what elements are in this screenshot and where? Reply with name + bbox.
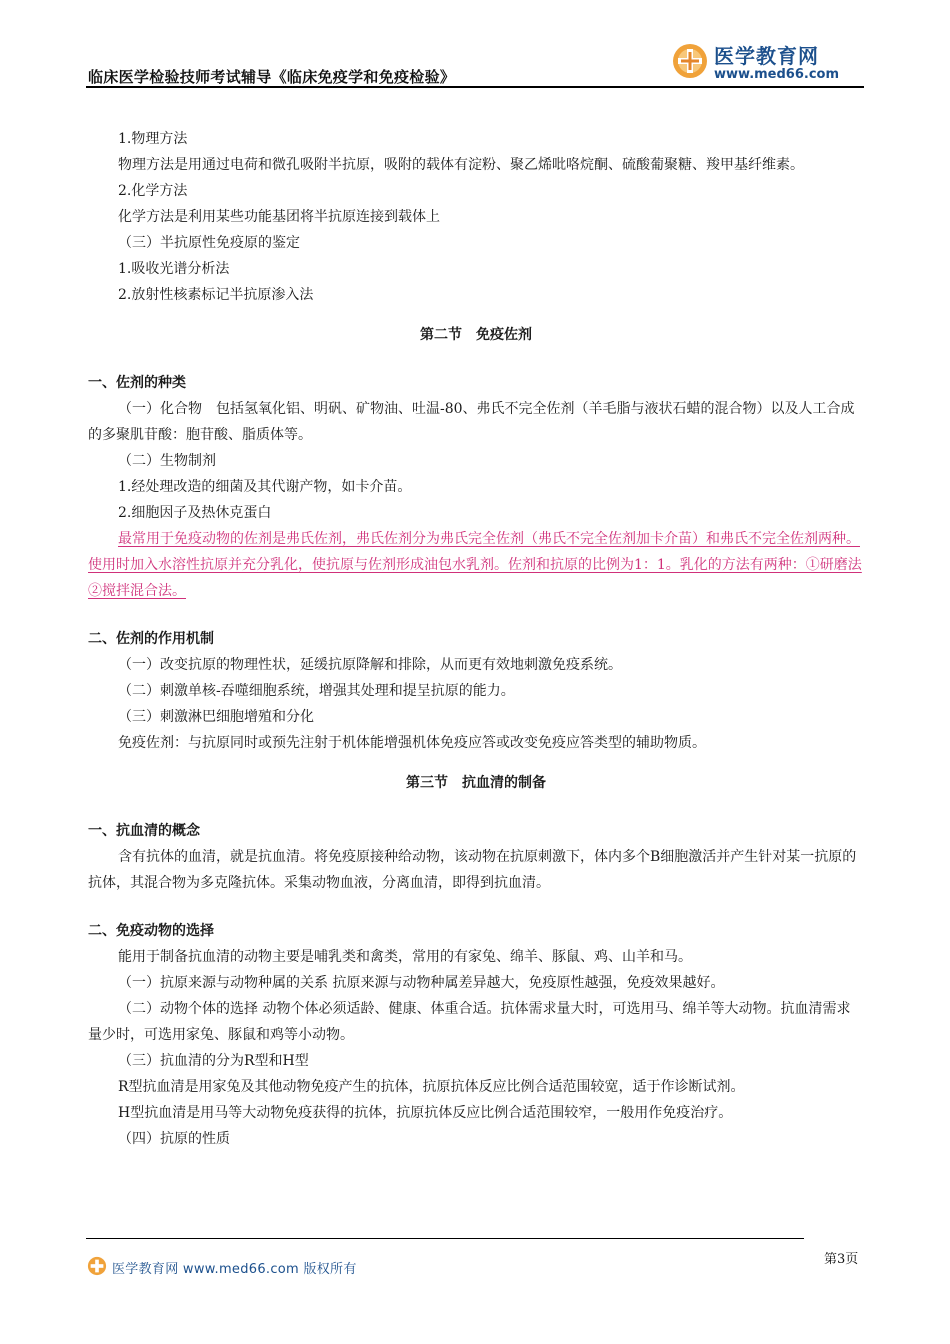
footer-copyright[interactable]: 医学教育网 www.med66.com 版权所有	[112, 1262, 357, 1277]
paragraph: 2.放射性核素标记半抗原渗入法	[118, 287, 314, 303]
paragraph: （二）生物制剂	[118, 453, 216, 469]
logo-url[interactable]: www.med66.com	[714, 67, 840, 82]
site-logo[interactable]	[672, 40, 862, 84]
subsection-heading: 一、佐剂的种类	[88, 375, 186, 391]
subsection-heading: 一、抗血清的概念	[88, 823, 200, 839]
paragraph: （一）化合物 包括氢氧化铝、明矾、矿物油、吐温-80、弗氏不完全佐剂（羊毛脂与液状石蜡的混合物）以及人工合成的多聚肌苷酸：胞苷酸、脂质体等。	[88, 401, 855, 443]
section-title: 第二节 免疫佐剂	[420, 327, 532, 343]
paragraph: 1.吸收光谱分析法	[118, 261, 230, 277]
page-number: 第3页	[824, 1252, 859, 1267]
paragraph: 免疫佐剂：与抗原同时或预先注射于机体能增强机体免疫应答或改变免疫应答类型的辅助物质。	[118, 735, 706, 751]
paragraph: （一）改变抗原的物理性状，延缓抗原降解和排除，从而更有效地刺激免疫系统。	[118, 657, 622, 673]
paragraph: （二）刺激单核-吞噬细胞系统，增强其处理和提呈抗原的能力。	[118, 683, 515, 699]
header-divider	[86, 86, 864, 88]
subsection-heading: 二、免疫动物的选择	[88, 923, 214, 939]
paragraph: （三）刺激淋巴细胞增殖和分化	[118, 709, 314, 725]
section-title: 第三节 抗血清的制备	[406, 775, 546, 791]
paragraph: （四）抗原的性质	[118, 1131, 230, 1147]
paragraph: 能用于制备抗血清的动物主要是哺乳类和禽类，常用的有家兔、绵羊、豚鼠、鸡、山羊和马。	[118, 949, 692, 965]
paragraph: 2.化学方法	[118, 183, 188, 199]
paragraph: R型抗血清是用家兔及其他动物免疫产生的抗体，抗原抗体反应比例合适范围较宽，适于作诊断试剂。	[118, 1079, 745, 1095]
logo-name: 医学教育网	[714, 44, 819, 68]
paragraph: 物理方法是用通过电荷和微孔吸附半抗原，吸附的载体有淀粉、聚乙烯吡咯烷酮、硫酸葡聚糖、羧甲基纤维素。	[118, 157, 804, 173]
paragraph: （三）抗血清的分为R型和H型	[118, 1053, 309, 1069]
footer-divider	[86, 1238, 804, 1239]
paragraph: H型抗血清是用马等大动物免疫获得的抗体，抗原抗体反应比例合适范围较窄，一般用作免疫治疗。	[118, 1105, 733, 1121]
paragraph: 1.物理方法	[118, 131, 188, 147]
paragraph: （三）半抗原性免疫原的鉴定	[118, 235, 300, 251]
paragraph: 1.经处理改造的细菌及其代谢产物，如卡介苗。	[118, 479, 412, 495]
logo-icon	[672, 43, 708, 79]
paragraph: （一）抗原来源与动物种属的关系 抗原来源与动物种属差异越大，免疫原性越强，免疫效果越好。	[118, 975, 725, 991]
document-body	[88, 126, 864, 1152]
paragraph: 2.细胞因子及热休克蛋白	[118, 505, 272, 521]
paragraph: （二）动物个体的选择 动物个体必须适龄、健康、体重合适。抗体需求量大时，可选用马、绵羊等大动物。抗血清需求量少时，可选用家兔、豚鼠和鸡等小动物。	[88, 1001, 851, 1043]
highlighted-paragraph: 最常用于免疫动物的佐剂是弗氏佐剂，弗氏佐剂分为弗氏完全佐剂（弗氏不完全佐剂加卡介苗）和弗氏不完全佐剂两种。使用时加入水溶性抗原并充分乳化，使抗原与佐剂形成油包水乳剂。佐剂和抗原的比例为1：1。乳化的方法有两种：①研磨法 ②搅拌混合法。	[88, 531, 862, 599]
subsection-heading: 二、佐剂的作用机制	[88, 631, 214, 647]
document-title: 临床医学检验技师考试辅导《临床免疫学和免疫检验》	[88, 68, 456, 86]
paragraph: 含有抗体的血清，就是抗血清。将免疫原接种给动物，该动物在抗原刺激下，体内多个B细胞激活并产生针对某一抗原的抗体，其混合物为多克隆抗体。采集动物血液，分离血清，即得到抗血清。	[88, 849, 857, 891]
paragraph: 化学方法是利用某些功能基团将半抗原连接到载体上	[118, 209, 440, 225]
footer-logo-icon	[86, 1256, 108, 1276]
